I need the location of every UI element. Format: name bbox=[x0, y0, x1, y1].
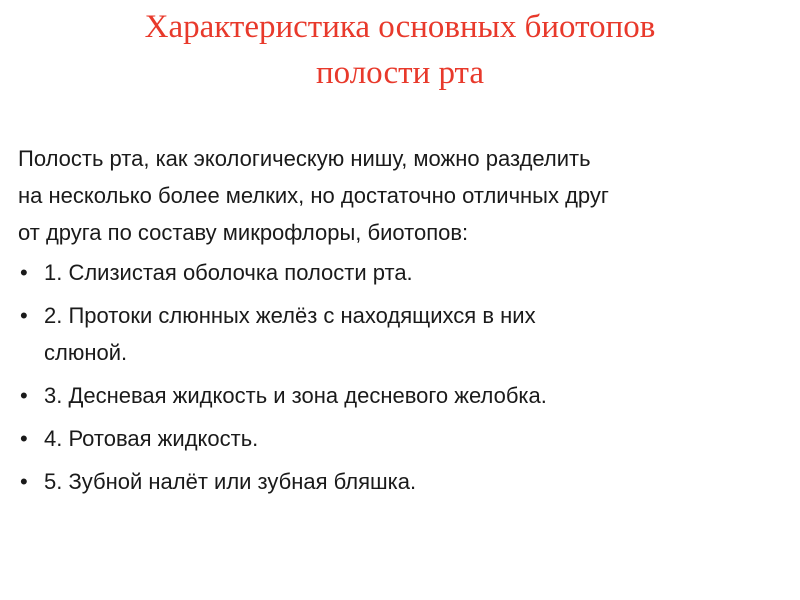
biotope-list bbox=[18, 254, 793, 500]
list-item-text: 5. Зубной налёт или зубная бляшка. bbox=[44, 469, 417, 494]
intro-line-2: на несколько более мелких, но достаточно отличных друг bbox=[18, 183, 609, 208]
list-item bbox=[18, 377, 793, 414]
list-item bbox=[18, 463, 793, 500]
intro-line-1: Полость рта, как экологическую нишу, можно разделить bbox=[18, 146, 591, 171]
intro-line-3: от друга по составу микрофлоры, биотопов: bbox=[18, 220, 469, 245]
title-line-2: полости рта bbox=[315, 55, 485, 91]
list-item bbox=[18, 420, 793, 457]
slide-title bbox=[0, 4, 800, 96]
intro-paragraph bbox=[18, 140, 793, 251]
list-item-text: 3. Десневая жидкость и зона десневого желобка. bbox=[44, 383, 547, 408]
slide-body bbox=[18, 140, 793, 506]
list-item-text: 1. Слизистая оболочка полости рта. bbox=[44, 260, 413, 285]
title-line-1: Характеристика основных биотопов bbox=[144, 9, 656, 45]
list-item bbox=[18, 297, 793, 371]
list-item-text: 2. Протоки слюнных желёз с находящихся в них bbox=[44, 303, 536, 328]
list-item-text: 4. Ротовая жидкость. bbox=[44, 426, 259, 451]
list-item bbox=[18, 254, 793, 291]
list-item-text-continued: слюной. bbox=[44, 340, 128, 365]
